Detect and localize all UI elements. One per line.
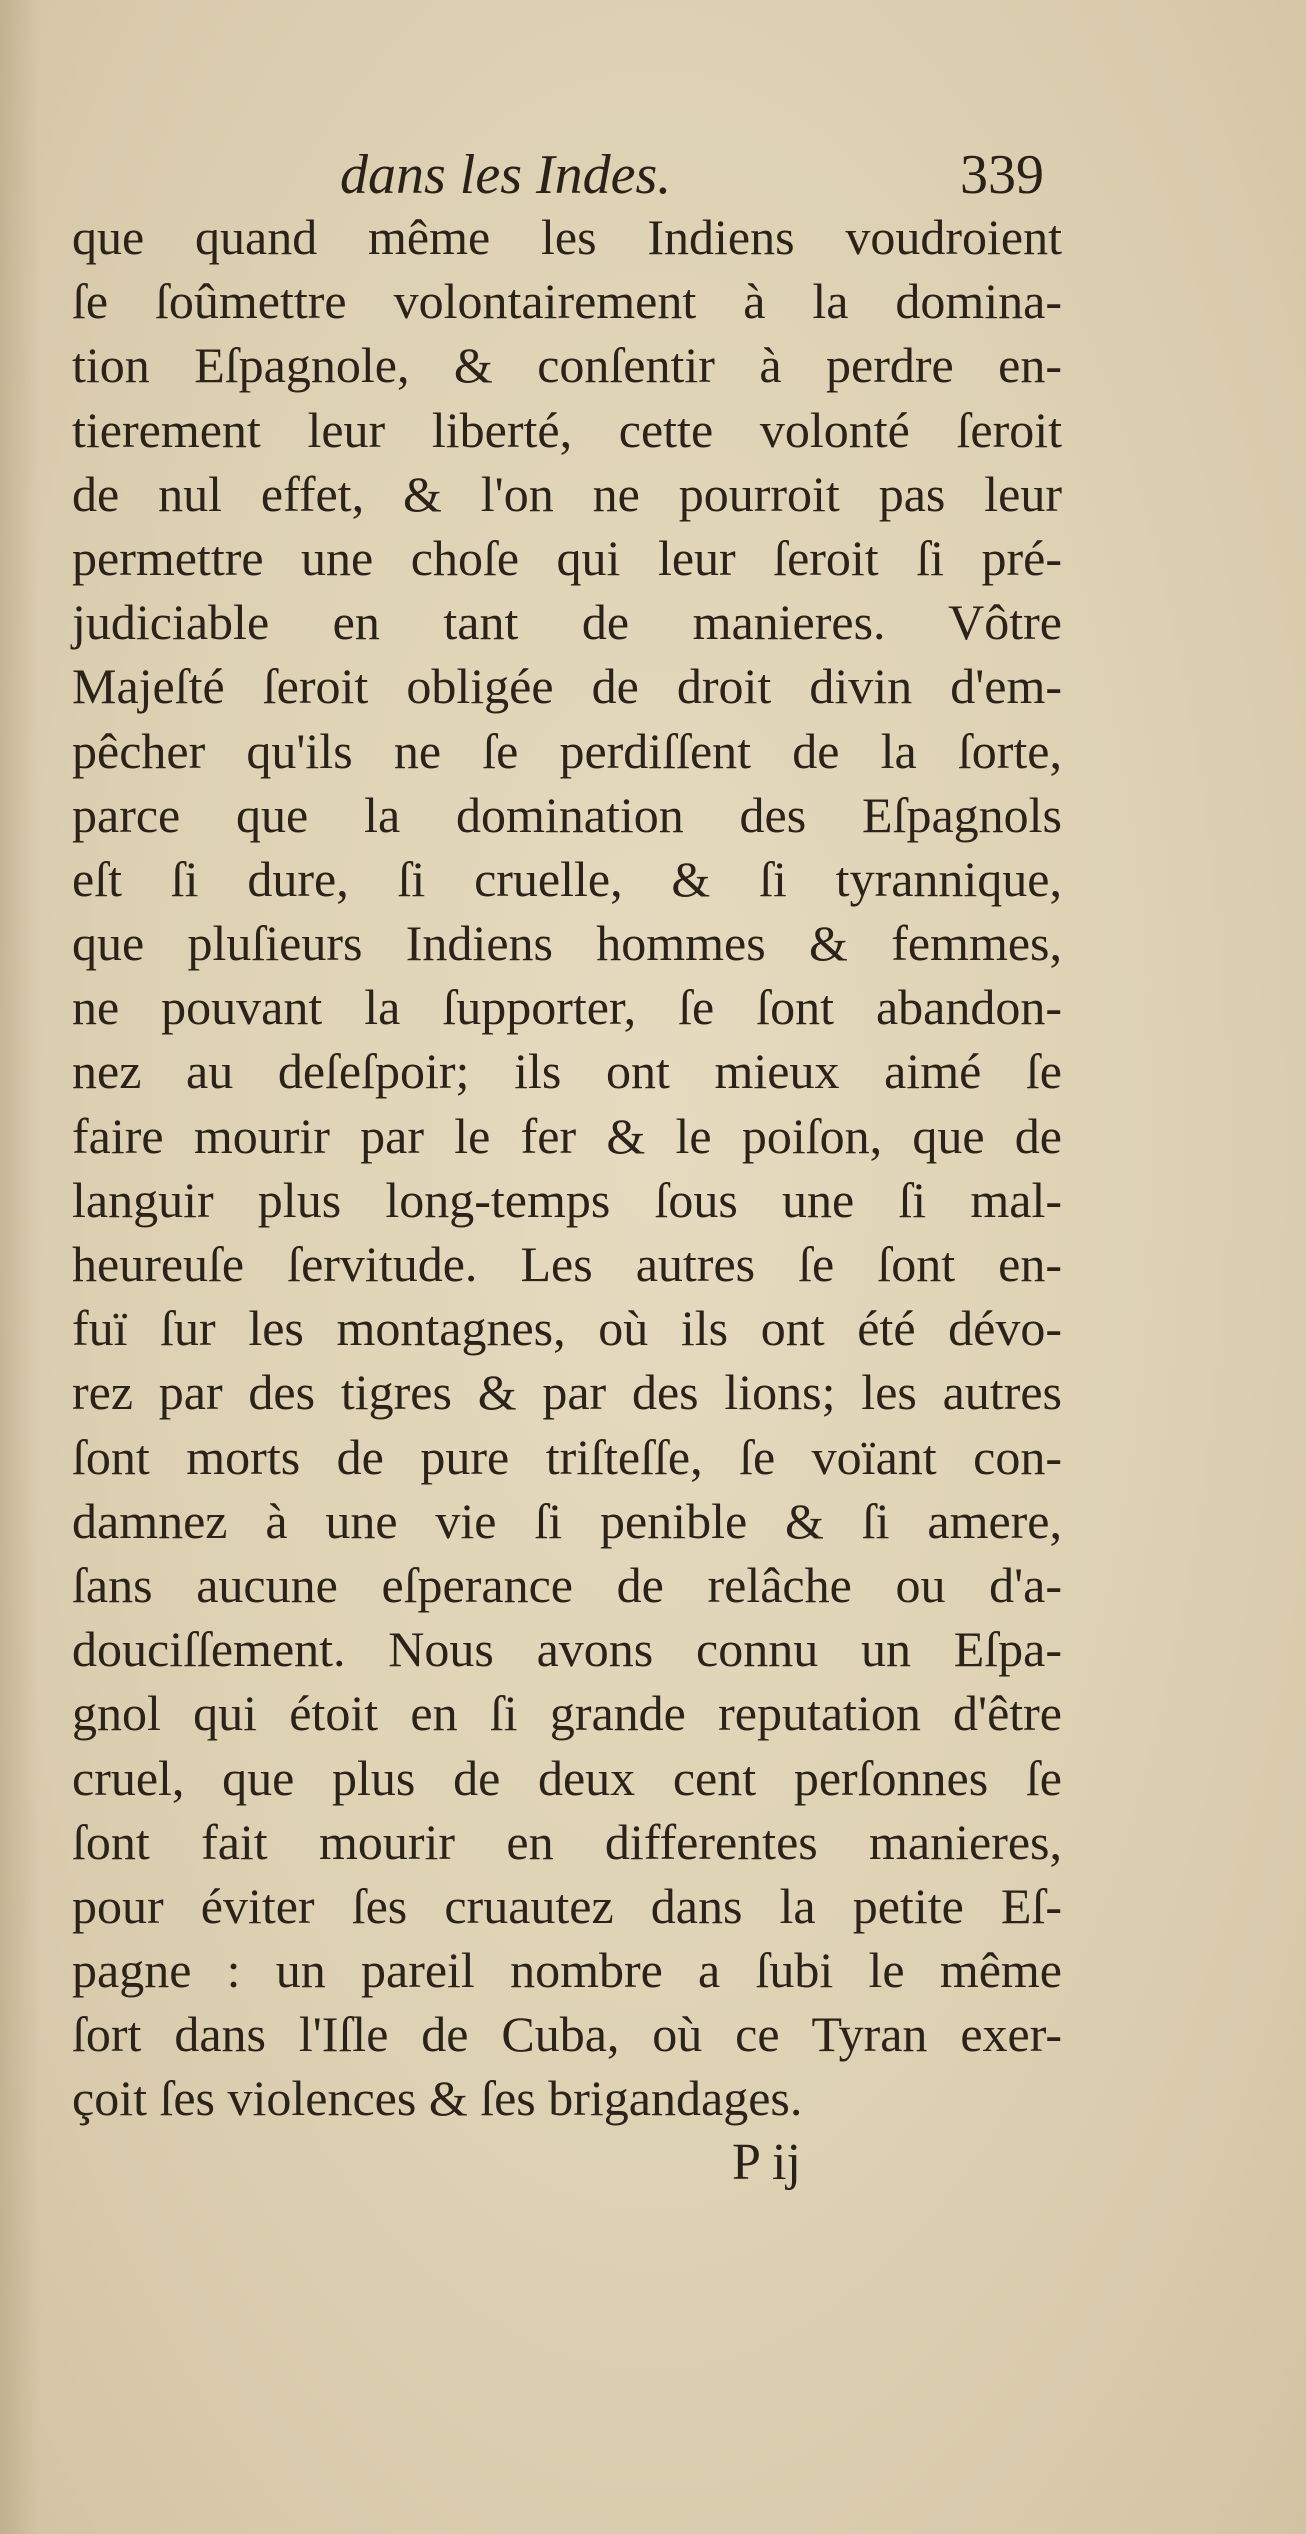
body-text — [72, 205, 1062, 2131]
text-line: gnol qui étoit en ſi grande reputation d'être — [72, 1685, 1062, 1742]
text-line: languir plus long-temps ſous une ſi mal- — [72, 1171, 1062, 1228]
text-line: rez par des tigres & par des lions; les autres — [72, 1364, 1062, 1421]
text-line: permettre une choſe qui leur ſeroit ſi pré- — [72, 529, 1062, 586]
text-line: de nul effet, & l'on ne pourroit pas leur — [72, 465, 1062, 522]
text-line: heureuſe ſervitude. Les autres ſe ſont en- — [72, 1236, 1062, 1292]
text-line: que quand même les Indiens voudroient — [72, 209, 1062, 265]
text-line: eſt ſi dure, ſi cruelle, & ſi tyrannique, — [72, 850, 1062, 907]
text-line: ne pouvant la ſupporter, ſe ſont abandon- — [72, 979, 1062, 1036]
text-line: pêcher qu'ils ne ſe perdiſſent de la ſorte, — [72, 722, 1062, 779]
text-line: pour éviter ſes cruautez dans la petite Eſ- — [72, 1877, 1062, 1934]
text-line: çoit ſes violences & ſes brigandages. — [72, 2070, 803, 2127]
text-line: ſe ſoûmettre volontairement à la domina- — [72, 273, 1062, 330]
text-line: fuï ſur les montagnes, où ils ont été dévo- — [72, 1300, 1062, 1357]
text-line: parce que la domination des Eſpagnols — [72, 786, 1062, 843]
text-line: faire mourir par le fer & le poiſon, que de — [72, 1107, 1062, 1164]
text-line: ſort dans l'Iſle de Cuba, où ce Tyran exer- — [72, 2006, 1062, 2063]
text-line: cruel, que plus de deux cent perſonnes ſe — [72, 1749, 1062, 1806]
page-header — [70, 135, 1130, 215]
text-line: nez au deſeſpoir; ils ont mieux aimé ſe — [72, 1043, 1062, 1100]
signature-mark: P ij — [732, 2134, 801, 2191]
page-number: 339 — [960, 144, 1044, 206]
text-line: damnez à une vie ſi penible & ſi amere, — [72, 1492, 1062, 1549]
text-line: judiciable en tant de manieres. Vôtre — [72, 594, 1062, 651]
text-line: ſont fait mourir en differentes manieres, — [72, 1813, 1062, 1870]
text-line: ſont morts de pure triſteſſe, ſe voïant con- — [72, 1428, 1062, 1485]
text-line: que pluſieurs Indiens hommes & femmes, — [72, 915, 1062, 972]
text-line: douciſſement. Nous avons connu un Eſpa- — [72, 1621, 1062, 1678]
text-line: ſans aucune eſperance de relâche ou d'a- — [72, 1556, 1062, 1613]
text-line: pagne : un pareil nombre a ſubi le même — [72, 1942, 1062, 1999]
text-line: Majeſté ſeroit obligée de droit divin d'em- — [72, 658, 1062, 715]
text-line: tierement leur liberté, cette volonté ſeroit — [72, 401, 1062, 458]
running-head: dans les Indes. — [340, 144, 672, 206]
text-line: tion Eſpagnole, & conſentir à perdre en- — [72, 337, 1062, 394]
